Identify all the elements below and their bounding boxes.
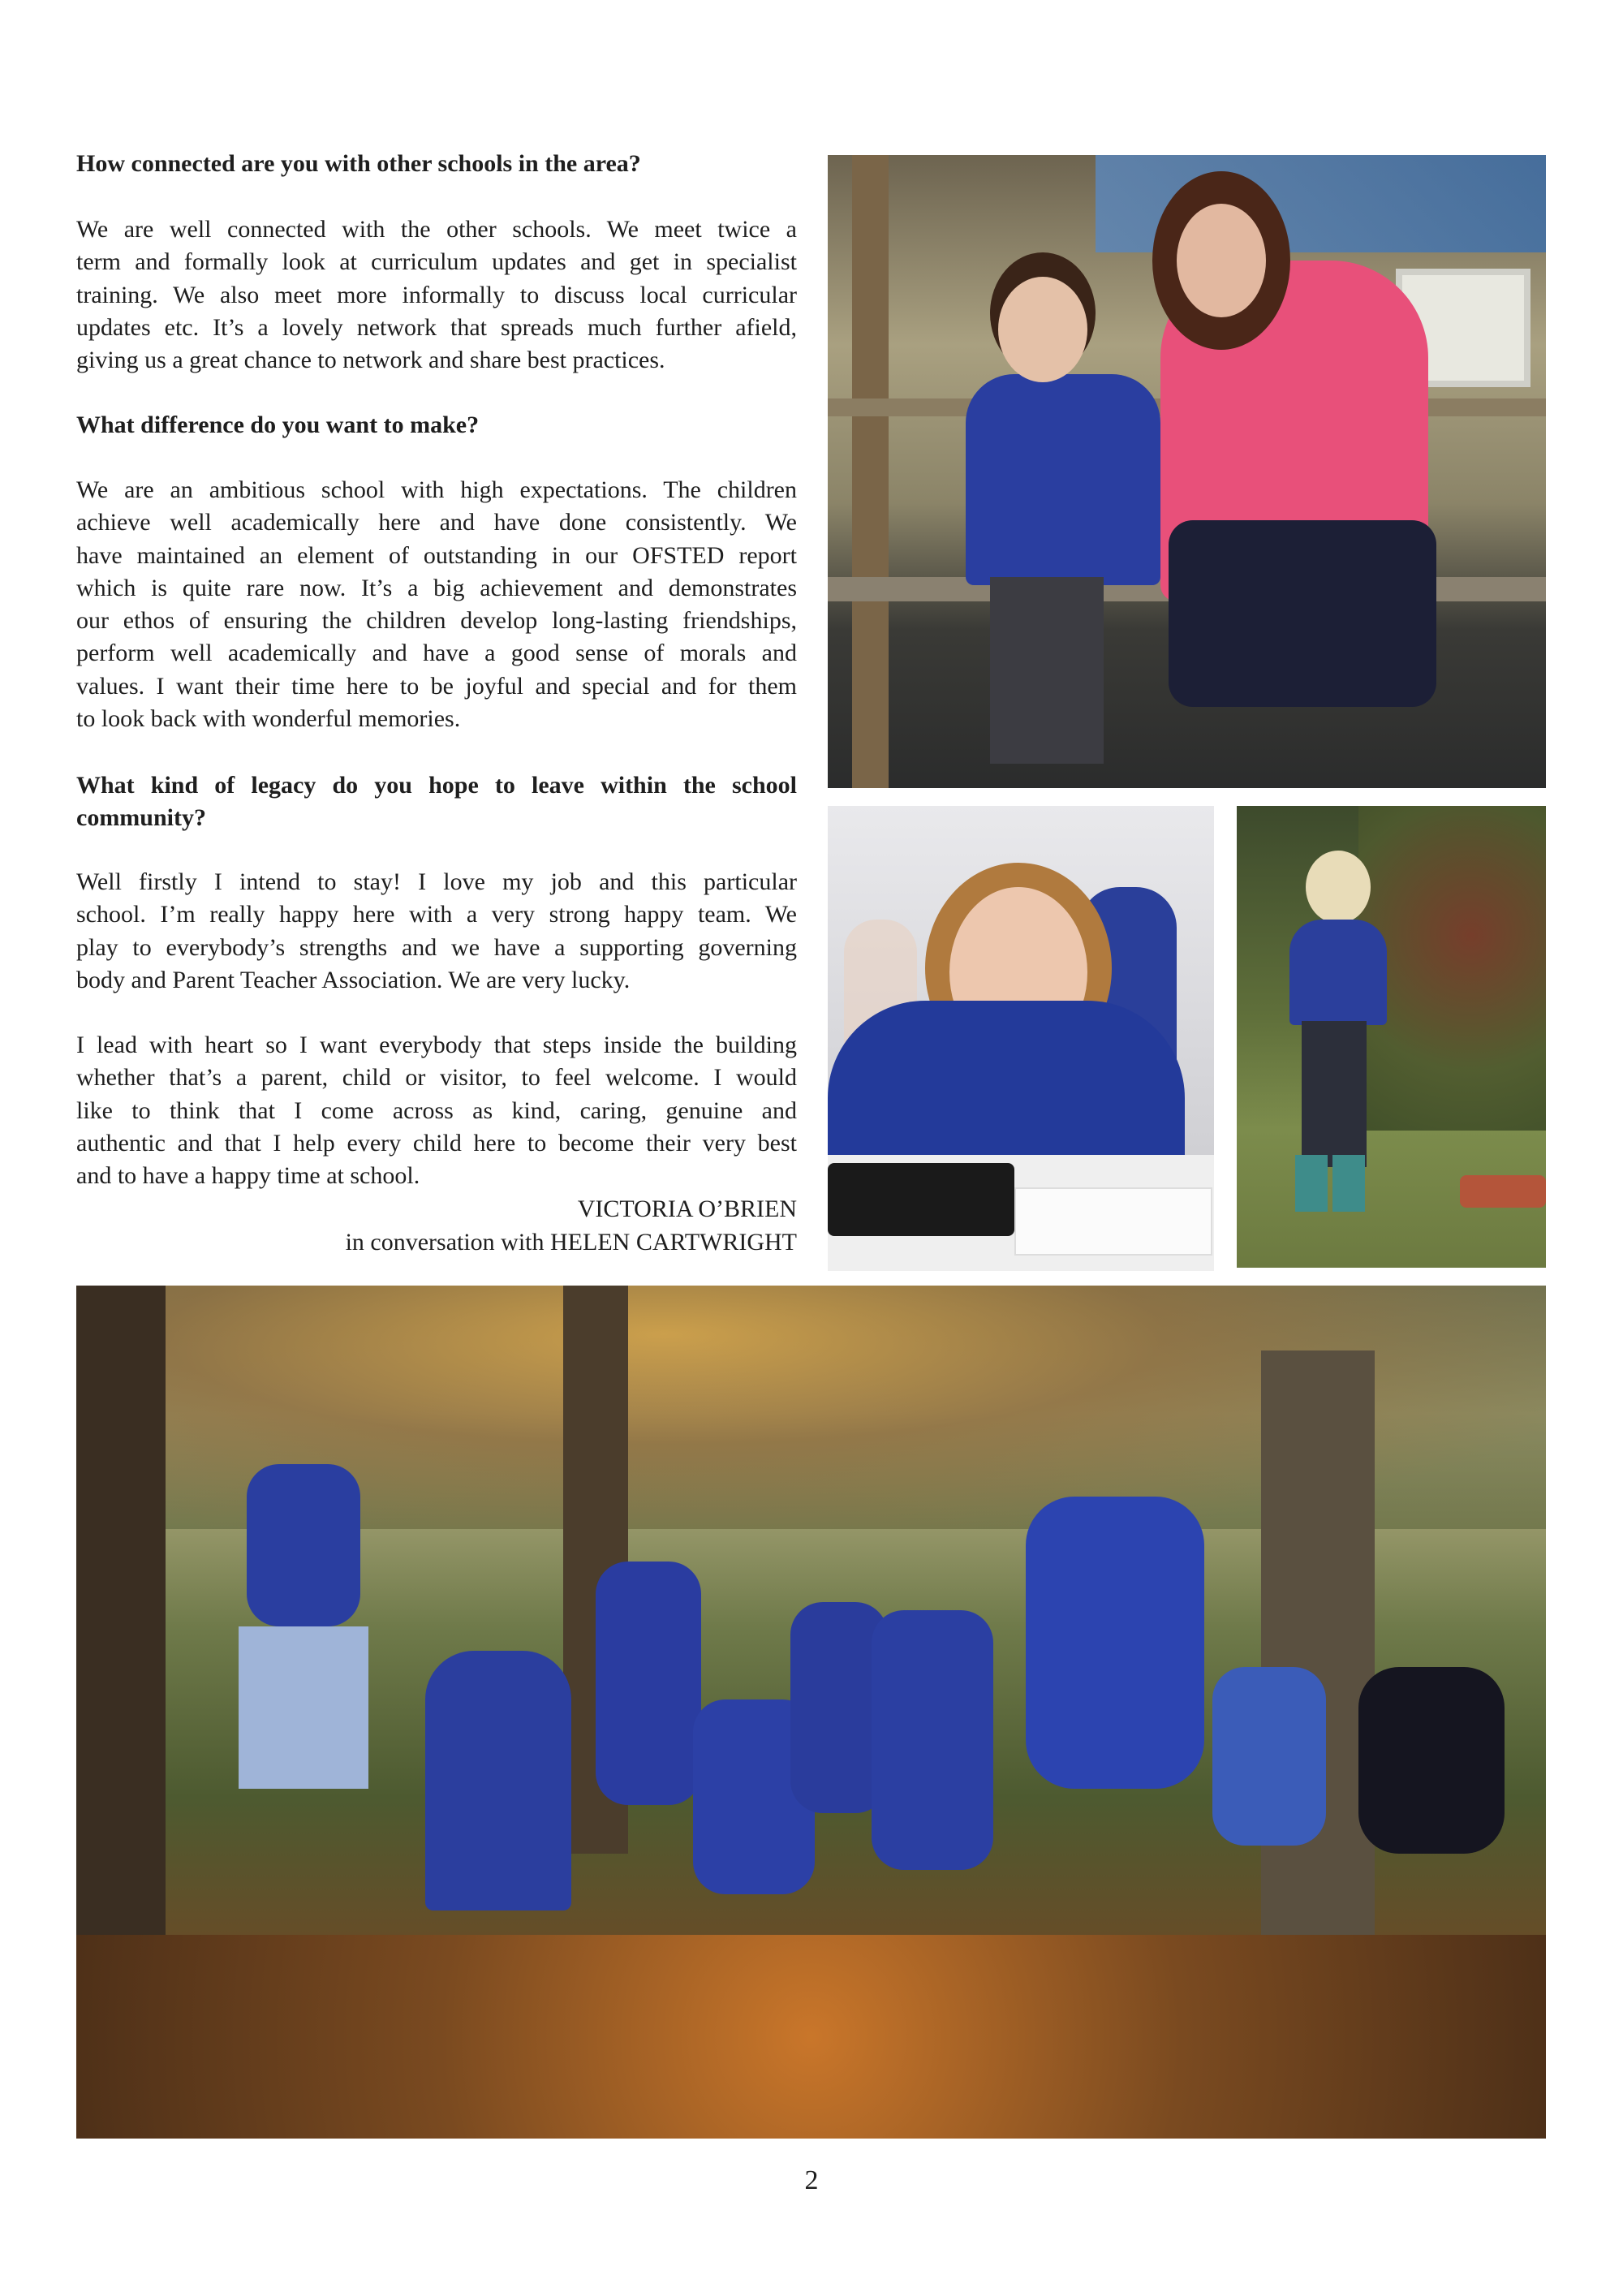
text-line: I lead with heart so I want everybody that steps inside the building (76, 1032, 797, 1058)
text-line: term and formally look at curriculum updates and get in specialist (76, 248, 797, 276)
paragraph-connected-schools (76, 213, 797, 377)
heading-line: What difference do you want to make? (76, 411, 480, 438)
heading-line: How connected are you with other schools in the area? (76, 150, 641, 177)
signature-name: VICTORIA O’BRIEN (577, 1195, 797, 1222)
text-line: our ethos of ensuring the children develop long-lasting friendships, (76, 607, 797, 635)
text-line: whether that’s a parent, child or visitor, to feel welcome. I would (76, 1064, 797, 1092)
paragraph-legacy-1 (76, 866, 797, 997)
photo-girl-writing (828, 806, 1214, 1271)
photo-children-throwing-leaves (76, 1286, 1546, 2139)
text-line: play to everybody’s strengths and we have a supporting governing (76, 933, 797, 961)
signature-byline: in conversation with HELEN CARTWRIGHT (345, 1229, 797, 1256)
text-line: updates etc. It’s a lovely network that spreads much further afield, (76, 313, 797, 341)
page-number: 2 (804, 2165, 819, 2195)
text-line: We are well connected with the other schools. We meet twice a (76, 216, 797, 243)
heading-line: community? (76, 804, 206, 831)
text-line: school. I’m really happy here with a very strong happy team. We (76, 901, 797, 928)
text-line: Well firstly I intend to stay! I love my job and this particular (76, 868, 797, 895)
paragraph-legacy-2 (76, 1029, 797, 1192)
heading-line: What kind of legacy do you hope to leave within the school (76, 772, 797, 799)
text-line: body and Parent Teacher Association. We are very lucky. (76, 966, 631, 993)
text-line: giving us a great chance to network and share best practices. (76, 347, 665, 374)
text-line: perform well academically and have a good sense of morals and (76, 640, 797, 667)
photo-teacher-and-child (828, 155, 1546, 788)
photo-boy-apple-tree (1237, 806, 1546, 1268)
paragraph-difference (76, 474, 797, 735)
text-line: achieve well academically here and have done consistently. We (76, 509, 797, 536)
heading-connected-schools (76, 148, 797, 180)
text-line: like to think that I come across as kind, caring, genuine and (76, 1096, 797, 1124)
text-line: have maintained an element of outstanding in our OFSTED report (76, 541, 797, 569)
heading-legacy (76, 769, 797, 834)
text-line: which is quite rare now. It’s a big achievement and demonstrates (76, 574, 797, 601)
text-line: training. We also meet more informally to discuss local curricular (76, 281, 797, 308)
heading-difference (76, 409, 797, 442)
text-line: authentic and that I help every child here to become their very best (76, 1129, 797, 1157)
text-line: We are an ambitious school with high expectations. The children (76, 476, 797, 503)
text-line: and to have a happy time at school. (76, 1162, 420, 1190)
text-line: values. I want their time here to be joyful and special and for them (76, 672, 797, 700)
text-line: to look back with wonderful memories. (76, 705, 461, 733)
